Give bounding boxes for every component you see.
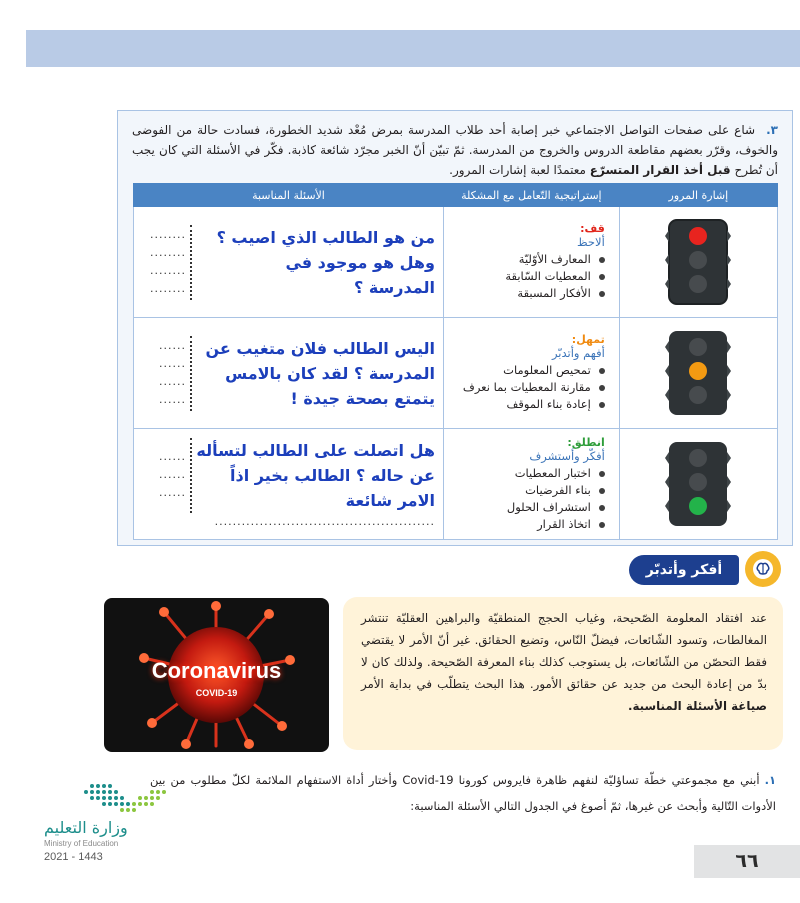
- table-row-slow: [134, 318, 778, 429]
- ministry-arabic-name: وزارة التعليم: [44, 818, 128, 837]
- stage-sublabel: أفكّر وأستشرف: [529, 448, 605, 463]
- page-number: ٦٦: [694, 845, 800, 878]
- dotted-line: ........: [150, 228, 186, 241]
- think-reflect-badge: [573, 551, 783, 588]
- stage-sublabel: ألاحظ: [577, 235, 605, 249]
- top-header-band: [26, 30, 800, 67]
- dotted-lines: [142, 226, 186, 298]
- virus-title: Coronavirus: [151, 658, 282, 683]
- ministry-english-name: Ministry of Education: [44, 839, 119, 848]
- traffic-light-table: [133, 183, 778, 540]
- strategy-list: [450, 362, 605, 413]
- traffic-light-green-icon: [665, 438, 731, 530]
- dotted-line: ......: [159, 450, 186, 463]
- coronavirus-image: [104, 598, 329, 752]
- list-item: إعادة بناء الموقف: [450, 396, 605, 413]
- think-badge-label: أفكر وأتدبّر: [629, 555, 739, 585]
- list-item: تمحيص المعلومات: [450, 362, 605, 379]
- dotted-line: ........: [150, 264, 186, 277]
- handwritten-answer: من هو الطالب الذي اصيب ؟ وهل هو موجود في المدرسة ؟: [190, 225, 435, 300]
- brain-icon-glyph: [751, 557, 775, 581]
- traffic-light-orange-icon: [665, 327, 731, 419]
- list-item: اختبار المعطيات: [450, 465, 605, 482]
- task-text: [150, 767, 776, 819]
- stage-label: قف:: [580, 222, 605, 235]
- stage-label: تمهل:: [571, 333, 605, 346]
- dotted-line: ......: [159, 393, 186, 406]
- dotted-line: ......: [159, 486, 186, 499]
- ministry-dots-icon: [82, 780, 192, 816]
- list-item: الأفكار المسبقة: [450, 285, 605, 302]
- virus-subtitle: COVID-19: [195, 688, 238, 698]
- task-body: أبني مع مجموعتي خطّة تساؤليّة لنفهم ظاهرة فايروس كورونا Covid-19 وأختار أداة الاستفهام الملائمة لكلّ مطلوب من بين الأدوات التّالية وأبحث عن غيرها، ثمّ أصوغ في الجدول التالي الأسئلة المناسبة:: [150, 773, 776, 813]
- exercise-box: [117, 110, 793, 546]
- question-text: [132, 120, 778, 180]
- question-bold-phrase: قبل أخذ القرار المتسرّع: [589, 163, 731, 177]
- answer-cell: [134, 429, 444, 540]
- dotted-line: ......: [159, 468, 186, 481]
- strategy-list: [450, 251, 605, 302]
- stage-label: انطلق:: [567, 435, 605, 449]
- strategy-list: [450, 465, 605, 533]
- dotted-line: ........: [150, 246, 186, 259]
- dotted-line: ......: [159, 375, 186, 388]
- list-item: المعطيات السّابقة: [450, 268, 605, 285]
- ministry-logo: [42, 778, 172, 868]
- list-item: المعارف الأوّليّة: [450, 251, 605, 268]
- dotted-lines: [142, 337, 186, 409]
- handwritten-answer: هل اتصلت على الطالب لتسأله عن حاله ؟ الطالب بخير اذاً الامر شائعة: [190, 438, 435, 513]
- header-questions: الأسئلة المناسبة: [134, 184, 444, 207]
- note-body: عند افتقاد المعلومة الصّحيحة، وغياب الحجج المنطقيّة والبراهين العقليّة تنتشر المغالطات، وتسود الشّائعات، فيضلّ النّاس، وتضيع الحقائق. غير أنّ الأمر لا يقتضي فقط التحصّن من الشّائعات، بل يستوجب كذلك بناء المعرفة الصّحيحة. ولذلك كان لا بدّ من إعادة البحث من جديد عن حقائق الأمور. هذا البحث يتطلّب في بداية الأمر: [361, 611, 767, 691]
- traffic-light-cell: [619, 318, 777, 429]
- dotted-line: ......: [159, 339, 186, 352]
- strategy-cell: [443, 318, 619, 429]
- traffic-light-cell: [619, 429, 777, 540]
- brain-icon: [745, 551, 781, 587]
- table-row-stop: [134, 207, 778, 318]
- table-row-go: [134, 429, 778, 540]
- traffic-light-cell: [619, 207, 777, 318]
- list-item: استشراف الحلول: [450, 499, 605, 516]
- stage-sublabel: أفهم وأتدبّر: [551, 346, 605, 360]
- dotted-line: ......: [159, 357, 186, 370]
- strategy-cell: [443, 429, 619, 540]
- answer-cell: [134, 207, 444, 318]
- table-header-row: [134, 184, 778, 207]
- answer-cell: [134, 318, 444, 429]
- header-traffic-light: إشارة المرور: [619, 184, 777, 207]
- handwritten-answer: اليس الطالب فلان متغيب عن المدرسة ؟ لقد كان بالامس يتمتع بصحة جيدة !: [190, 336, 435, 411]
- dotted-line: ........: [150, 282, 186, 295]
- strategy-cell: [443, 207, 619, 318]
- list-item: اتخاذ القرار: [450, 516, 605, 533]
- note-bold-phrase: صياغة الأسئلة المناسبة.: [628, 699, 767, 713]
- note-text: [361, 607, 767, 717]
- traffic-light-red-icon: [665, 216, 731, 308]
- question-number: ٣.: [766, 123, 778, 137]
- ministry-year: 2021 - 1443: [44, 851, 103, 863]
- dotted-lines: [142, 448, 186, 502]
- note-box: [343, 597, 783, 750]
- header-strategy: إستراتيجية التّعامل مع المشكلة: [443, 184, 619, 207]
- dotted-line: .................................................: [214, 514, 435, 528]
- question-body-end: معتمدًا لعبة إشارات المرور.: [449, 163, 586, 177]
- list-item: مقارنة المعطيات بما نعرف: [450, 379, 605, 396]
- task-number: ١.: [764, 773, 777, 787]
- question-body: شاع على صفحات التواصل الاجتماعي خبر إصابة أحد طلاب المدرسة بمرض مُعْد شديد الخطورة، فسادت حالة من الفوضى والخوف، وقرّر بعضهم مقاطعة الدروس والخروج من المدرسة. ثمّ تبيّن أنّ الخبر مجرّد شائعة كاذبة. فكّر في الأسئلة التي كان يجب أن تُطرح: [132, 123, 778, 177]
- list-item: بناء الفرضيات: [450, 482, 605, 499]
